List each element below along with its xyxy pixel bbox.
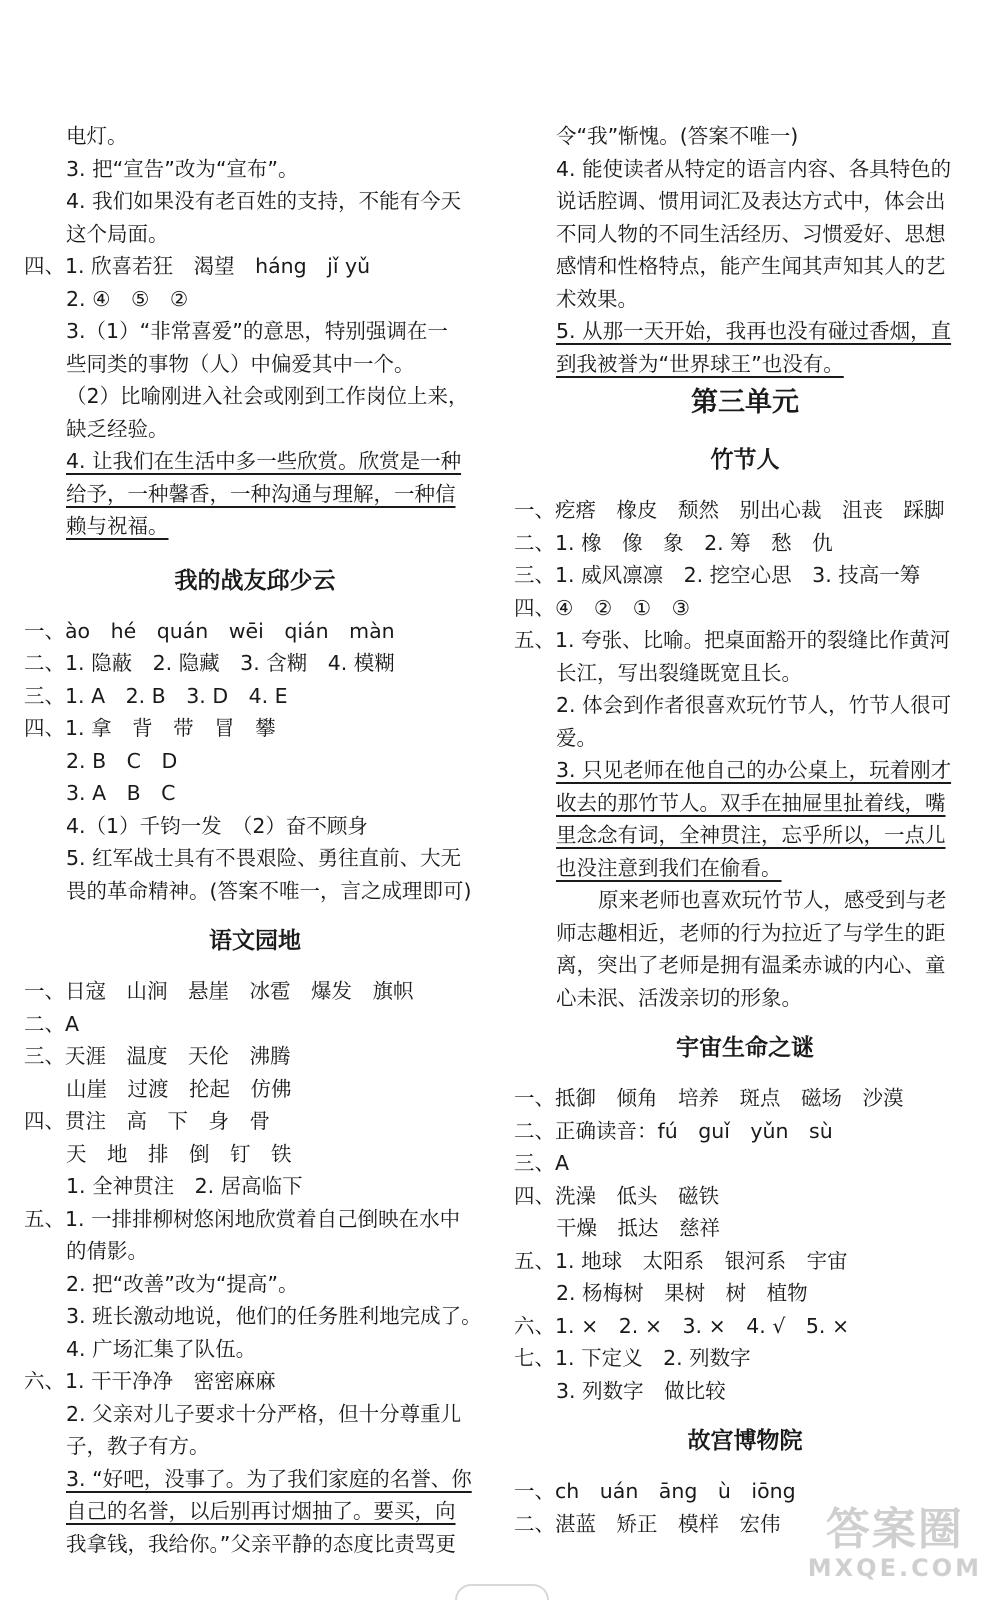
text-line: 三、1. 威风凛凛 2. 挖空心思 3. 技高一筹 [514,563,921,587]
text-line: 些同类的事物（人）中偏爱其中一个。 [66,351,415,376]
text-line: 2. 把“改善”改为“提高”。 [66,1271,299,1296]
text-line: 三、1. A 2. B 3. D 4. E [24,683,288,708]
text-line: 电灯。 [66,124,128,148]
unit-title: 第三单元 [691,387,799,418]
text-line: 七、1. 下定义 2. 列数字 [514,1346,751,1370]
text-line: 3. A B C [66,781,176,805]
text-line: 山崖 过渡 抡起 仿佛 [66,1076,292,1101]
underlined-answer: 也没注意到我们在偷看。 [556,855,782,880]
text-line: 4.（1）千钧一发 （2）奋不顾身 [66,813,368,838]
text-line: 4. 能使读者从特定的语言内容、各具特色的 [556,156,952,181]
text-line: 四、④ ② ① ③ [514,595,691,620]
text-line: 我拿钱，我给你。”父亲平静的态度比责骂更 [66,1531,456,1556]
left-column [24,120,486,1560]
underlined-answer: 3. “好吧，没事了。为了我们家庭的名誉、你 [66,1466,472,1491]
underlined-answer: 3. 只见老师在他自己的办公桌上，玩着刚才 [556,758,952,782]
text-line: 四、1. 欣喜若狂 渴望 háng jǐ yǔ [24,254,371,278]
text-line: （2）比喻刚进入社会或刚到工作岗位上来， [66,384,469,408]
section-title: 语文园地 [209,928,301,954]
watermark-url: MXQE.COM [807,1554,982,1582]
text-line: 缺乏经验。 [66,416,169,441]
underlined-answer: 到我被誉为“世界球王”也没有。 [556,351,844,376]
text-line: 畏的革命精神。(答案不唯一，言之成理即可) [66,878,472,903]
text-line: 4. 我们如果没有老百姓的支持，不能有今天 [66,189,462,213]
text-line: 2. B C D [66,748,178,773]
text-line: 一、抵御 倾角 培养 斑点 磁场 沙漠 [514,1086,904,1110]
text-line: 4. 广场汇集了队伍。 [66,1336,257,1361]
text-line: 2. ④ ⑤ ② [66,286,189,311]
text-line: 四、贯注 高 下 身 骨 [24,1109,270,1133]
text-line: 1. 全神贯注 2. 居高临下 [66,1174,303,1198]
text-line: 3. 把“宣告”改为“宣布”。 [66,156,299,181]
underlined-answer: 里念念有词，全神贯注，忘乎所以，一点儿 [556,823,946,847]
text-line: 二、湛蓝 矫正 模样 宏伟 [514,1511,781,1536]
text-line: 这个局面。 [66,221,169,246]
text-line: 干燥 抵达 慈祥 [556,1216,720,1240]
text-line: 2. 体会到作者很喜欢玩竹节人，竹节人很可 [556,693,952,717]
text-line: 一、疙瘩 橡皮 颓然 别出心裁 沮丧 踩脚 [514,498,945,522]
section-title: 宇宙生命之谜 [676,1035,814,1061]
underlined-answer: 赖与祝福。 [66,514,169,538]
text-line: 三、天涯 温度 天伦 沸腾 [24,1044,291,1068]
underlined-answer: 4. 让我们在生活中多一些欣赏。欣赏是一种 [66,449,462,473]
text-line: 一、ào hé quán wēi qián màn [24,618,395,643]
text-line: 不同人物的不同生活经历、习惯爱好、思想 [556,221,946,246]
watermark-logo [807,1504,982,1582]
text-line: 的倩影。 [66,1239,148,1263]
text-line: 五、1. 夸张、比喻。把桌面豁开的裂缝比作黄河 [514,628,951,652]
right-column [514,120,976,1540]
text-line: 五、1. 地球 太阳系 银河系 宇宙 [514,1248,848,1273]
underlined-answer: 给予，一种馨香，一种沟通与理解，一种信 [66,481,456,506]
text-line: 二、正确读音：fú guǐ yǔn sù [514,1118,833,1143]
watermark-text: 答案圈 [825,1504,964,1555]
underlined-answer: 5. 从那一天开始，我再也没有碰过香烟，直 [556,319,952,343]
text-line: 四、洗澡 低头 磁铁 [514,1183,719,1208]
underlined-answer: 收去的那竹节人。双手在抽屉里扯着线，嘴 [556,790,946,815]
text-line: 一、ch uán āng ù iōng [514,1479,796,1503]
text-line: 3. 班长激动地说，他们的任务胜利地完成了。 [66,1304,482,1328]
section-title: 竹节人 [710,447,780,473]
text-line: 3. 列数字 做比较 [556,1378,726,1403]
text-line: 四、1. 拿 背 带 冒 攀 [24,716,276,740]
text-line: 感情和性格特点，能产生闻其声知其人的艺 [556,254,946,278]
page-footer-decoration [455,1584,549,1600]
text-line: 离，突出了老师是拥有温柔赤诚的内心、童 [556,953,946,977]
text-line: 说话腔调、惯用词汇及表达方式中，体会出 [556,189,946,213]
text-line: 5. 红军战士具有不畏艰险、勇往直前、大无 [66,846,462,870]
text-line: 3.（1）“非常喜爱”的意思，特别强调在一 [66,319,448,343]
text-line: 一、日寇 山涧 悬崖 冰雹 爆发 旗帜 [24,979,414,1003]
text-line: 师志趣相近，老师的行为拉近了与学生的距 [556,920,946,945]
text-line: 二、1. 隐蔽 2. 隐藏 3. 含糊 4. 模糊 [24,651,395,675]
text-line: 二、1. 橡 像 象 2. 筹 愁 仇 [514,530,833,555]
text-line: 原来老师也喜欢玩竹节人，感受到与老 [598,888,947,912]
text-line: 六、1. × 2. × 3. × 4. √ 5. × [514,1313,850,1338]
text-line: 六、1. 干干净净 密密麻麻 [24,1369,276,1393]
underlined-answer: 自己的名誉，以后别再讨烟抽了。要买，向 [66,1499,456,1523]
section-title: 我的战友邱少云 [174,567,336,594]
text-line: 爱。 [556,725,597,750]
text-line: 2. 杨梅树 果树 树 植物 [556,1281,808,1305]
text-line: 长江，写出裂缝既宽且长。 [556,660,802,685]
text-line: 五、1. 一排排柳树悠闲地欣赏着自己倒映在水中 [24,1206,461,1231]
text-line: 令“我”惭愧。(答案不唯一) [556,124,799,148]
text-line: 2. 父亲对儿子要求十分严格，但十分尊重儿 [66,1401,462,1426]
text-line: 二、A [24,1011,80,1036]
text-line: 三、A [514,1151,570,1175]
text-line: 心未泯、活泼亲切的形象。 [556,985,802,1010]
text-line: 子，教子有方。 [66,1434,210,1458]
section-title: 故宫博物院 [687,1428,803,1454]
text-line: 天 地 排 倒 钉 铁 [66,1141,292,1166]
text-line: 术效果。 [556,286,638,311]
